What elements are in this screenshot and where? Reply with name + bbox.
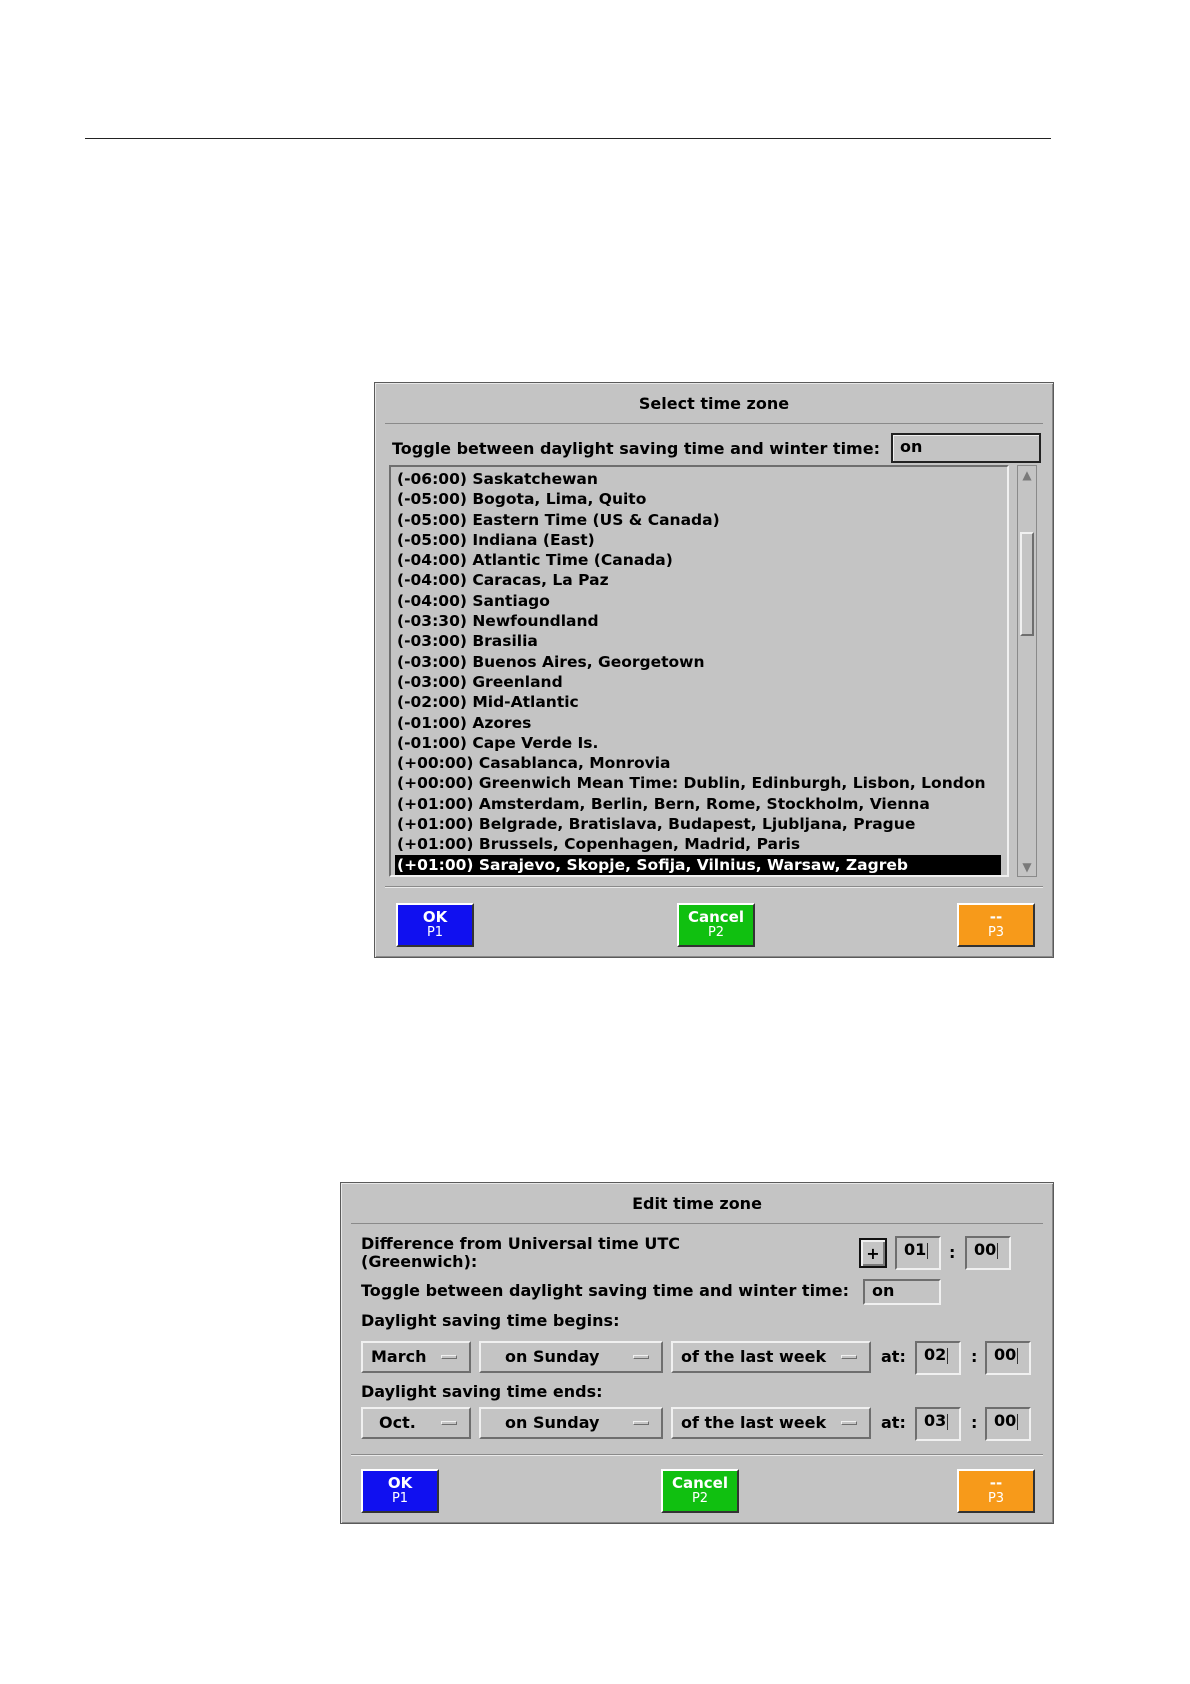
timezone-list-item[interactable]: (-03:00) Greenland [397, 672, 563, 691]
end-minute-value: 00 [994, 1411, 1017, 1430]
ok-button-label: OK [422, 908, 448, 926]
end-month-dropdown[interactable] [361, 1407, 471, 1439]
utc-sign-button[interactable]: + [859, 1238, 887, 1268]
end-week-dropdown[interactable] [671, 1407, 871, 1439]
timezone-list-item[interactable]: (-04:00) Caracas, La Paz [397, 571, 609, 590]
select-time-zone-dialog [374, 382, 1054, 958]
begin-month-value: March [371, 1347, 427, 1366]
text-cursor-icon [947, 1414, 948, 1430]
ok-button-label: OK [387, 1474, 413, 1492]
ok-button[interactable] [396, 903, 474, 947]
dropdown-indicator-icon [841, 1355, 857, 1359]
end-at-label: at: [881, 1413, 906, 1432]
dropdown-indicator-icon [633, 1421, 649, 1425]
ok-button-key: P1 [426, 925, 444, 940]
timezone-list-item[interactable]: (-02:00) Mid-Atlantic [397, 693, 579, 712]
text-cursor-icon [947, 1348, 948, 1364]
timezone-list-scrollbar[interactable] [1017, 465, 1037, 877]
dst-toggle-label: Toggle between daylight saving time and winter time: [392, 439, 880, 458]
cancel-button-key: P2 [707, 925, 725, 940]
scroll-up-arrow-icon[interactable]: ▲ [1022, 468, 1032, 482]
text-cursor-icon [997, 1243, 998, 1259]
timezone-list-item[interactable]: (+00:00) Greenwich Mean Time: Dublin, Edinburgh, Lisbon, London [397, 774, 986, 793]
scroll-thumb[interactable] [1020, 532, 1034, 636]
timezone-list-item[interactable]: (+01:00) Brussels, Copenhagen, Madrid, Paris [397, 835, 801, 854]
text-cursor-icon [1017, 1414, 1018, 1430]
timezone-list-item[interactable]: (+01:00) Sarajevo, Skopje, Sofija, Vilnius, Warsaw, Zagreb [395, 855, 1001, 875]
utc-hours-field[interactable] [895, 1236, 941, 1270]
dialog-title: Edit time zone [351, 1183, 1043, 1224]
timezone-list-item[interactable]: (+01:00) Amsterdam, Berlin, Bern, Rome, Stockholm, Vienna [397, 794, 930, 813]
end-month-value: Oct. [379, 1413, 416, 1432]
begin-day-dropdown[interactable] [479, 1341, 663, 1373]
begin-day-value: on Sunday [505, 1347, 600, 1366]
begin-minute-field[interactable] [985, 1341, 1031, 1375]
ok-button[interactable] [361, 1469, 439, 1513]
p3-button-label: -- [989, 1474, 1003, 1492]
timezone-list-item[interactable]: (-05:00) Eastern Time (US & Canada) [397, 510, 720, 529]
dropdown-indicator-icon [441, 1355, 457, 1359]
p3-button-label: -- [989, 908, 1003, 926]
end-day-dropdown[interactable] [479, 1407, 663, 1439]
p3-button-key: P3 [987, 925, 1005, 940]
dst-toggle-field[interactable]: on [891, 433, 1041, 463]
page-header-rule [85, 138, 1051, 139]
timezone-list-item[interactable]: (-03:30) Newfoundland [397, 612, 599, 631]
end-hour-value: 03 [924, 1411, 947, 1430]
timezone-list-item[interactable]: (-04:00) Atlantic Time (Canada) [397, 551, 673, 570]
dst-begins-label: Daylight saving time begins: [361, 1311, 620, 1330]
utc-hours-value: 01 [904, 1240, 927, 1259]
timezone-list-item[interactable]: (-05:00) Bogota, Lima, Quito [397, 490, 647, 509]
dst-ends-label: Daylight saving time ends: [361, 1382, 603, 1401]
timezone-list[interactable] [389, 465, 1009, 877]
p3-button[interactable] [957, 1469, 1035, 1513]
dialog-title: Select time zone [385, 383, 1043, 424]
ok-button-key: P1 [391, 1491, 409, 1506]
utc-minutes-value: 00 [974, 1240, 997, 1259]
cancel-button[interactable] [661, 1469, 739, 1513]
utc-colon: : [949, 1243, 956, 1262]
timezone-list-item[interactable]: (-03:00) Buenos Aires, Georgetown [397, 652, 705, 671]
timezone-list-item[interactable]: (-05:00) Indiana (East) [397, 530, 595, 549]
end-week-value: of the last week [681, 1413, 827, 1432]
edit-time-zone-dialog [340, 1182, 1054, 1524]
timezone-list-item[interactable]: (-01:00) Azores [397, 713, 532, 732]
end-hour-field[interactable] [915, 1407, 961, 1441]
end-colon: : [971, 1413, 978, 1432]
p3-button-key: P3 [987, 1491, 1005, 1506]
dropdown-indicator-icon [841, 1421, 857, 1425]
scroll-down-arrow-icon[interactable]: ▼ [1022, 860, 1032, 874]
begin-month-dropdown[interactable] [361, 1341, 471, 1373]
cancel-button-label: Cancel [687, 908, 744, 926]
begin-hour-value: 02 [924, 1345, 947, 1364]
begin-colon: : [971, 1347, 978, 1366]
timezone-list-items [395, 469, 1001, 875]
timezone-list-item[interactable]: (-04:00) Santiago [397, 591, 550, 610]
begin-week-dropdown[interactable] [671, 1341, 871, 1373]
text-cursor-icon [1017, 1348, 1018, 1364]
p3-button[interactable] [957, 903, 1035, 947]
timezone-list-item[interactable]: (-06:00) Saskatchewan [397, 470, 598, 488]
utc-diff-label-line1: Difference from Universal time UTC [361, 1234, 680, 1253]
button-separator [385, 886, 1043, 888]
dst-toggle-label: Toggle between daylight saving time and winter time: [361, 1281, 849, 1300]
cancel-button-label: Cancel [671, 1474, 728, 1492]
utc-diff-label [361, 1235, 680, 1271]
begin-minute-value: 00 [994, 1345, 1017, 1364]
timezone-list-item[interactable]: (+00:00) Casablanca, Monrovia [397, 754, 671, 773]
text-cursor-icon [927, 1243, 928, 1259]
begin-week-value: of the last week [681, 1347, 827, 1366]
begin-at-label: at: [881, 1347, 906, 1366]
dropdown-indicator-icon [633, 1355, 649, 1359]
utc-minutes-field[interactable] [965, 1236, 1011, 1270]
utc-diff-label-line2: (Greenwich): [361, 1252, 478, 1271]
end-minute-field[interactable] [985, 1407, 1031, 1441]
button-separator [351, 1454, 1043, 1456]
cancel-button[interactable] [677, 903, 755, 947]
end-day-value: on Sunday [505, 1413, 600, 1432]
begin-hour-field[interactable] [915, 1341, 961, 1375]
timezone-list-item[interactable]: (-03:00) Brasilia [397, 632, 538, 651]
cancel-button-key: P2 [691, 1491, 709, 1506]
timezone-list-item[interactable]: (+01:00) Belgrade, Bratislava, Budapest, Ljubljana, Prague [397, 815, 916, 834]
dropdown-indicator-icon [441, 1421, 457, 1425]
dst-toggle-field[interactable]: on [863, 1279, 941, 1305]
timezone-list-item[interactable]: (-01:00) Cape Verde Is. [397, 733, 599, 752]
